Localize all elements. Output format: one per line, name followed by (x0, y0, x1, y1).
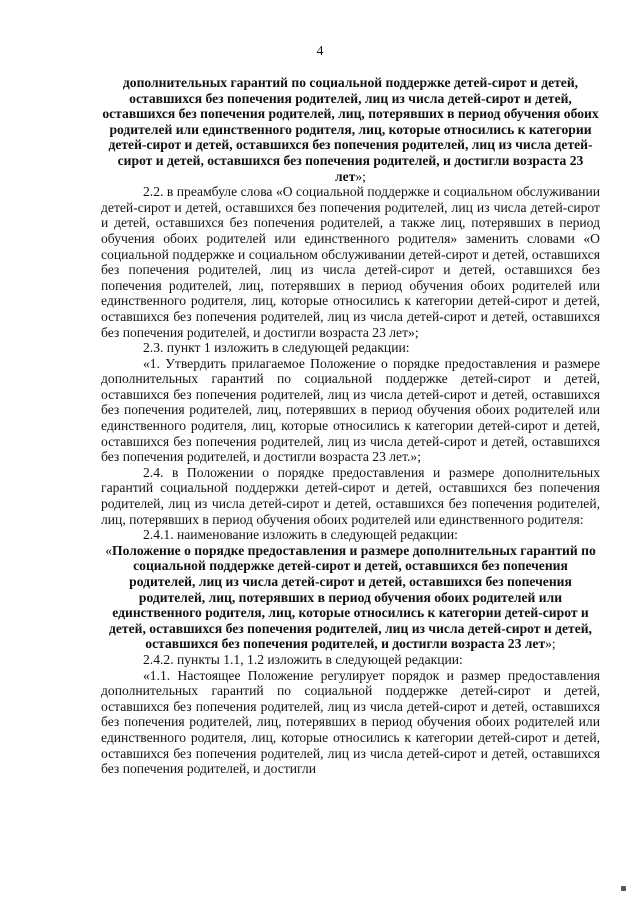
paragraph-2-4-1: 2.4.1. наименование изложить в следующей редакции: (143, 527, 458, 543)
paragraph-2-3: 2.3. пункт 1 изложить в следующей редакции: (143, 340, 410, 356)
bold-title-text: дополнительных гарантий по социальной поддержке детей-сирот и детей, оставшихся без попечения родителей, лиц из числа детей-сирот и детей, оставшихся без попечения родителей, лиц, потерявших в период обучения обоих родителей или единственного родителя, лиц, которые относились к категории детей-сирот и детей, оставшихся без попечения родителей, лиц из числа детей-сирот и детей, оставшихся без попечения родителей, и достигли возраста 23 лет (102, 75, 599, 184)
paragraph-quote-1: «1. Утвердить прилагаемое Положение о порядке предоставления и размере дополнительных гарантий по социальной поддержке детей-сирот и детей, оставшихся без попечения родителей, лиц из числа детей-сирот и детей, оставшихся без попечения родителей, лиц, потерявших в период обучения обоих родителей или единственного родителя, лиц, которые относились к категории детей-сирот и детей, оставшихся без попечения родителей, лиц из числа детей-сирот и детей, оставшихся без попечения родителей, и достигли возраста 23 лет.»; (101, 355, 600, 465)
document-body (101, 75, 600, 777)
paragraph-2-4-2: 2.4.2. пункты 1.1, 1.2 изложить в следующей редакции: (143, 651, 463, 667)
bold-title-tail: »; (355, 168, 366, 184)
paragraph-2-2: 2.2. в преамбуле слова «О социальной поддержке и социальном обслуживании детей-сирот и детей, оставшихся без попечения родителей, лиц из числа детей-сирот и детей, оставшихся без попечения родителей, а также лиц, потерявших в период обучения обоих родителей или единственного родителя» заменить словами «О социальной поддержке и социальном обслуживании детей-сирот и детей, оставшихся без попечения родителей, лиц из числа детей-сирот и детей, оставшихся без попечения родителей, лиц, потерявших в период обучения обоих родителей или единственного родителя, лиц, которые относились к категории детей-сирот и детей, оставшихся без попечения родителей, лиц из числа детей-сирот и детей, оставшихся без попечения родителей, и достигли возраста 23 лет»; (101, 184, 600, 340)
regulation-title-open-quote: « (105, 542, 113, 558)
page-number: 4 (316, 44, 324, 59)
regulation-title-tail: »; (545, 636, 556, 652)
scan-speck (621, 886, 626, 891)
paragraph-2-4: 2.4. в Положении о порядке предоставления и размере дополнительных гарантий социальной поддержки детей-сирот и детей, оставшихся без попечения родителей, лиц из числа детей-сирот и детей, оставшихся без попечения родителей, лиц, потерявших в период обучения обоих родителей или единственного родителя: (101, 464, 600, 527)
paragraph-quote-2: «1.1. Настоящее Положение регулирует порядок и размер предоставления дополнительных гарантий по социальной поддержке детей-сирот и детей, оставшихся без попечения родителей, лиц из числа детей-сирот и детей, оставшихся без попечения родителей, лиц, потерявших в период обучения обоих родителей или единственного родителя, лиц, которые относились к категории детей-сирот и детей, оставшихся без попечения родителей, лиц из числа детей-сирот и детей, оставшихся без попечения родителей, и достигли (101, 667, 600, 777)
regulation-title-text: Положение о порядке предоставления и размере дополнительных гарантий по социальной поддержке детей-сирот и детей, оставшихся без попечения родителей, лиц из числа детей-сирот и детей, оставшихся без попечения родителей, лиц, потерявших в период обучения обоих родителей или единственного родителя, лиц, которые относились к категории детей-сирот и детей, оставшихся без попечения родителей, лиц из числа детей-сирот и детей, оставшихся без попечения родителей, и достигли возраста 23 лет (109, 542, 596, 652)
bold-title-continuation (101, 75, 600, 184)
bold-regulation-title (101, 543, 600, 652)
